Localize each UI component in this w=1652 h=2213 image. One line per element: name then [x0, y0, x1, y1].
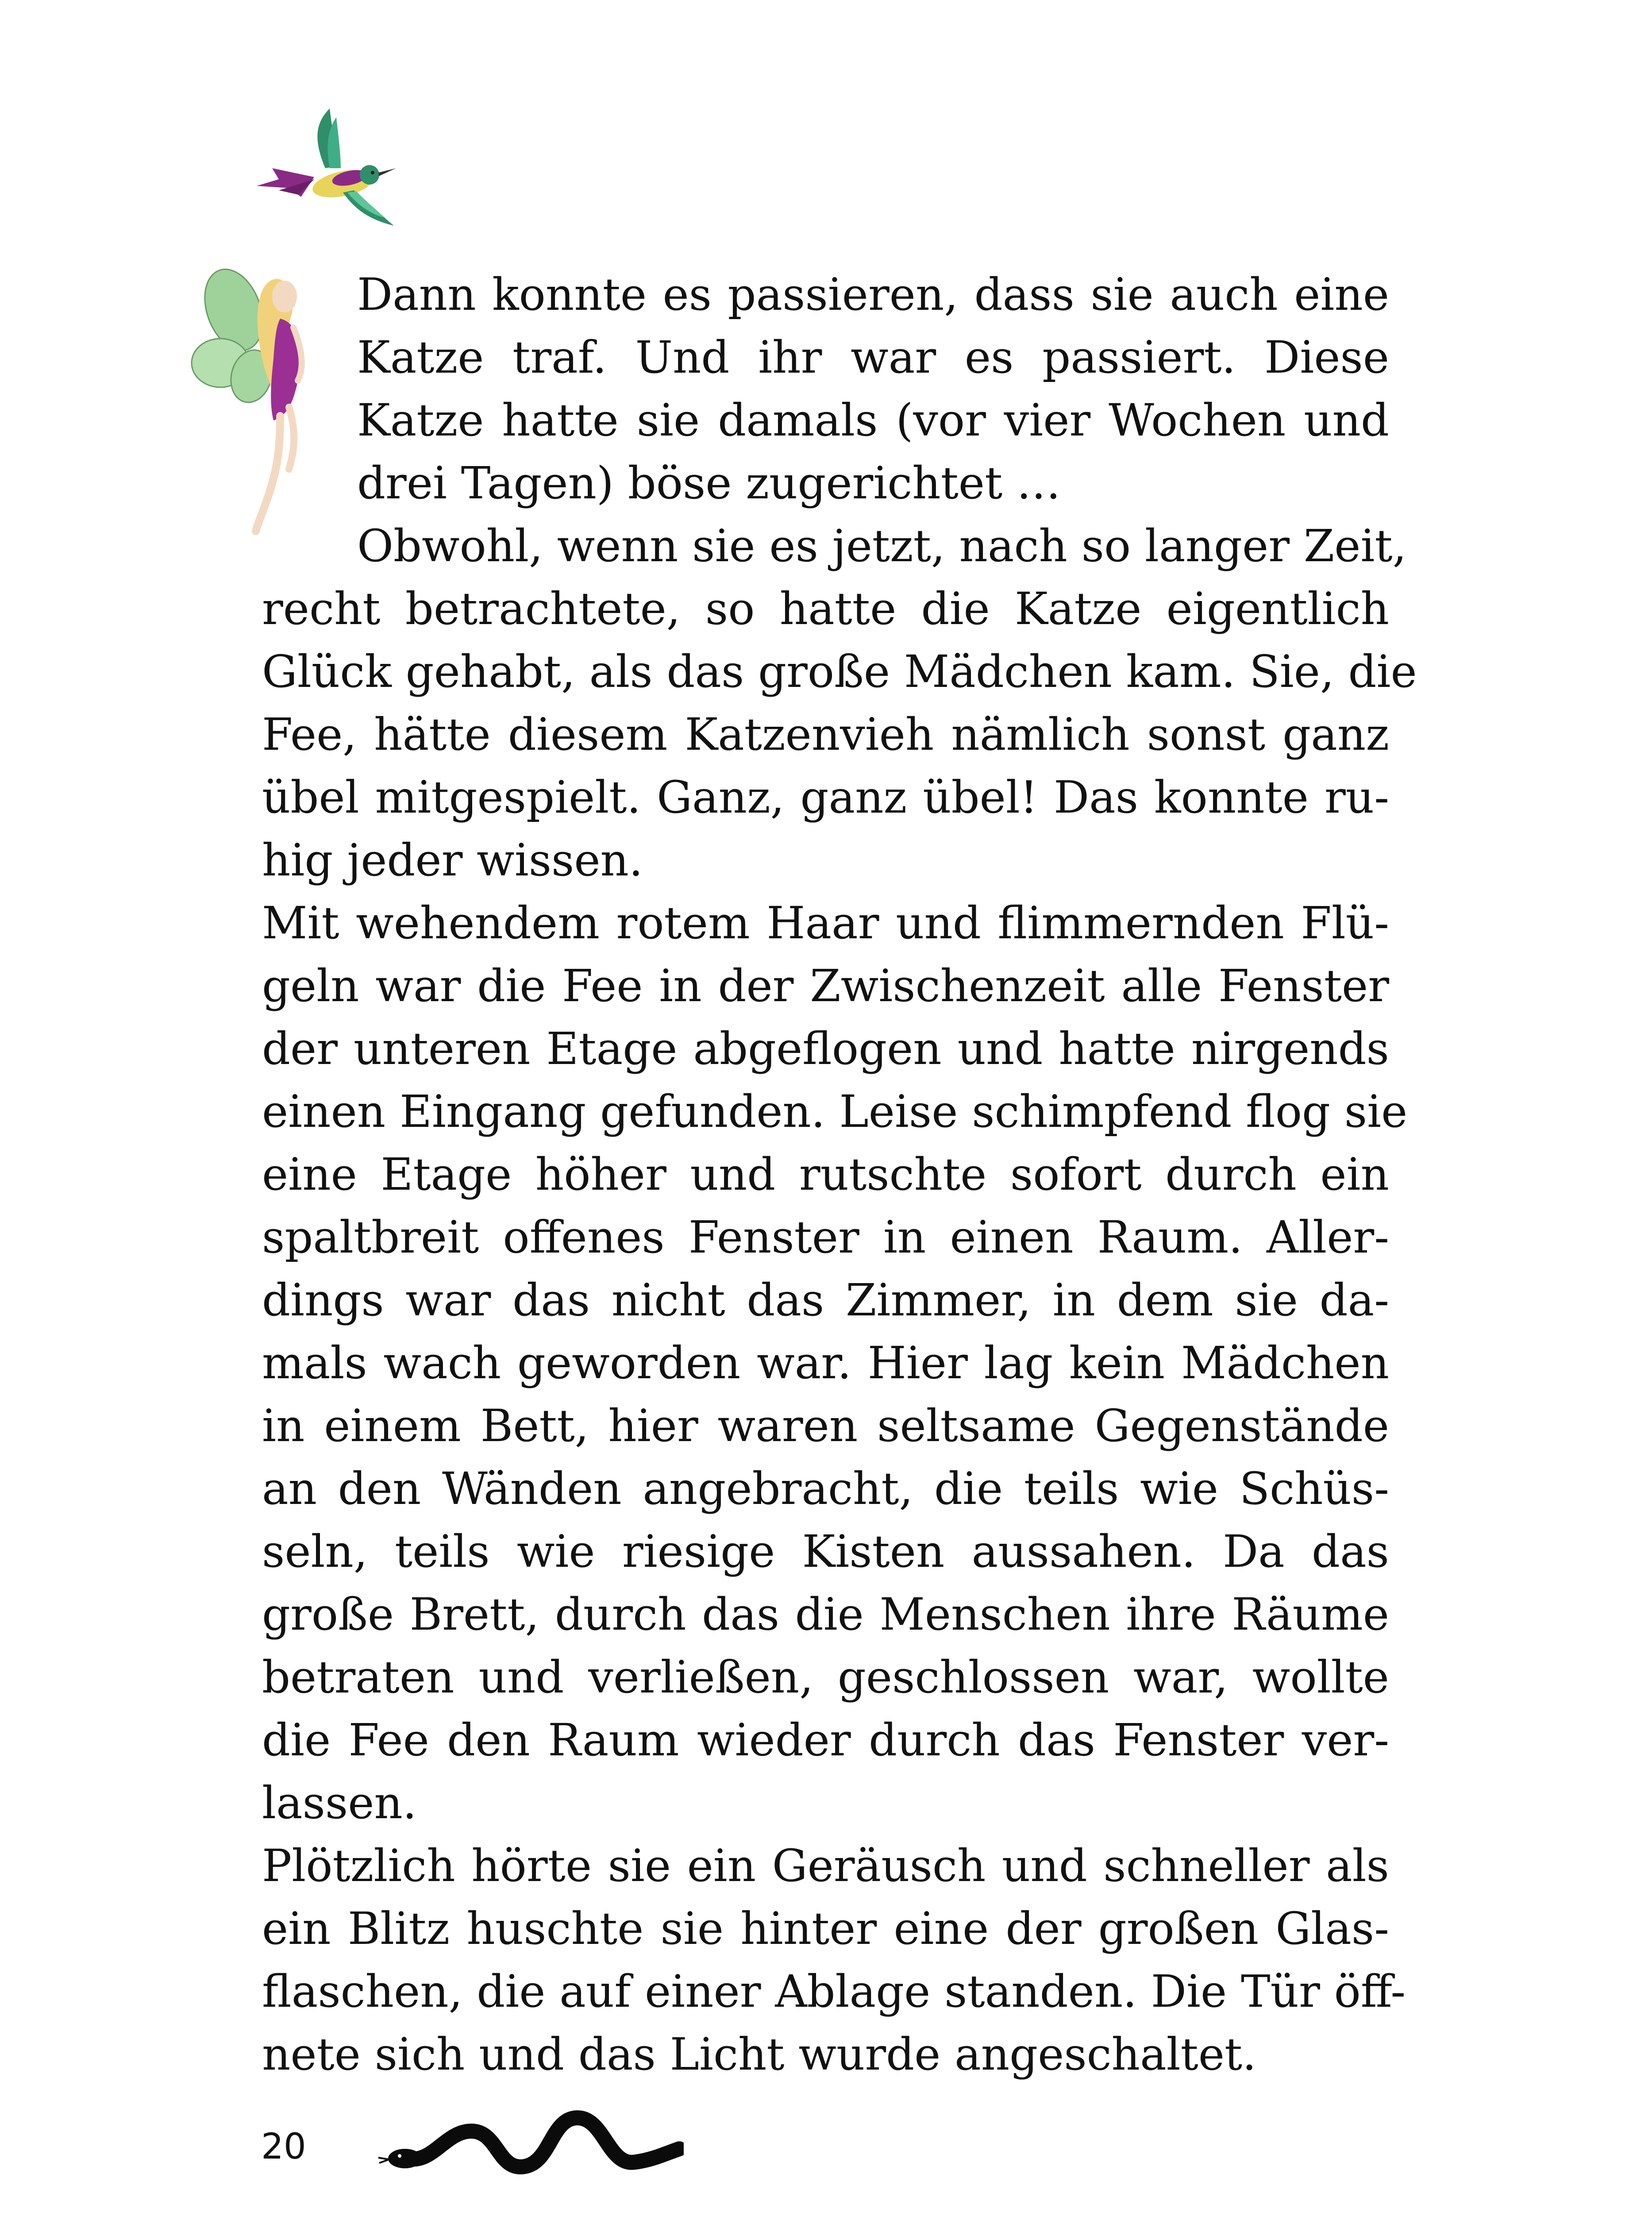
- body-text: [262, 263, 1417, 2086]
- text-line: eine Etage höher und rutschte sofort durch ein: [262, 1149, 1389, 1200]
- text-line: Katze traf. Und ihr war es passiert. Diese: [357, 332, 1389, 383]
- text-line: der unteren Etage abgeflogen und hatte nirgends: [262, 1023, 1389, 1075]
- text-line: geln war die Fee in der Zwischenzeit alle Fenster: [262, 960, 1389, 1012]
- text-line: in einem Bett, hier waren seltsame Gegenstände: [262, 1400, 1389, 1452]
- text-line: drei Tagen) böse zugerichtet …: [357, 457, 1061, 509]
- text-line: Plötzlich hörte sie ein Geräusch und schneller als: [262, 1840, 1389, 1892]
- text-line: Fee, hätte diesem Katzenvieh nämlich sonst ganz: [262, 709, 1389, 760]
- text-line: Obwohl, wenn sie es jetzt, nach so langer Zeit,: [357, 520, 1407, 572]
- text-line: Dann konnte es passieren, dass sie auch eine: [357, 269, 1389, 320]
- text-line: Glück gehabt, als das große Mädchen kam. Sie, die: [262, 646, 1417, 698]
- text-line: übel mitgespielt. Ganz, ganz übel! Das konnte ru-: [262, 771, 1389, 823]
- text-line: flaschen, die auf einer Ablage standen. Die Tür öff-: [262, 1966, 1406, 2017]
- text-line: lassen.: [262, 1777, 417, 1829]
- text-line: mals wach geworden war. Hier lag kein Mädchen: [262, 1337, 1389, 1389]
- text-line: seln, teils wie riesige Kisten aussahen. Da das: [262, 1526, 1389, 1577]
- text-line: recht betrachtete, so hatte die Katze eigentlich: [262, 583, 1389, 635]
- hummingbird-icon: [248, 102, 398, 230]
- text-line: die Fee den Raum wieder durch das Fenster ver-: [262, 1714, 1389, 1766]
- page-number: 20: [261, 2126, 306, 2167]
- text-line: Katze hatte sie damals (vor vier Wochen und: [357, 394, 1389, 446]
- snake-icon: [378, 2100, 684, 2193]
- text-line: Mit wehendem rotem Haar und flimmernden Flü-: [262, 897, 1389, 949]
- text-line: dings war das nicht das Zimmer, in dem sie da-: [262, 1274, 1389, 1326]
- text-line: an den Wänden angebracht, die teils wie Schüs-: [262, 1463, 1389, 1515]
- text-line: große Brett, durch das die Menschen ihre Räume: [262, 1588, 1389, 1640]
- text-line: nete sich und das Licht wurde angeschaltet.: [262, 2028, 1257, 2080]
- text-line: spaltbreit offenes Fenster in einen Raum. Aller-: [262, 1211, 1389, 1263]
- text-line: betraten und verließen, geschlossen war, wollte: [262, 1651, 1389, 1703]
- text-line: ein Blitz huschte sie hinter eine der großen Glas-: [262, 1903, 1389, 1955]
- text-line: hig jeder wissen.: [262, 834, 643, 886]
- text-line: einen Eingang gefunden. Leise schimpfend flog sie: [262, 1086, 1408, 1137]
